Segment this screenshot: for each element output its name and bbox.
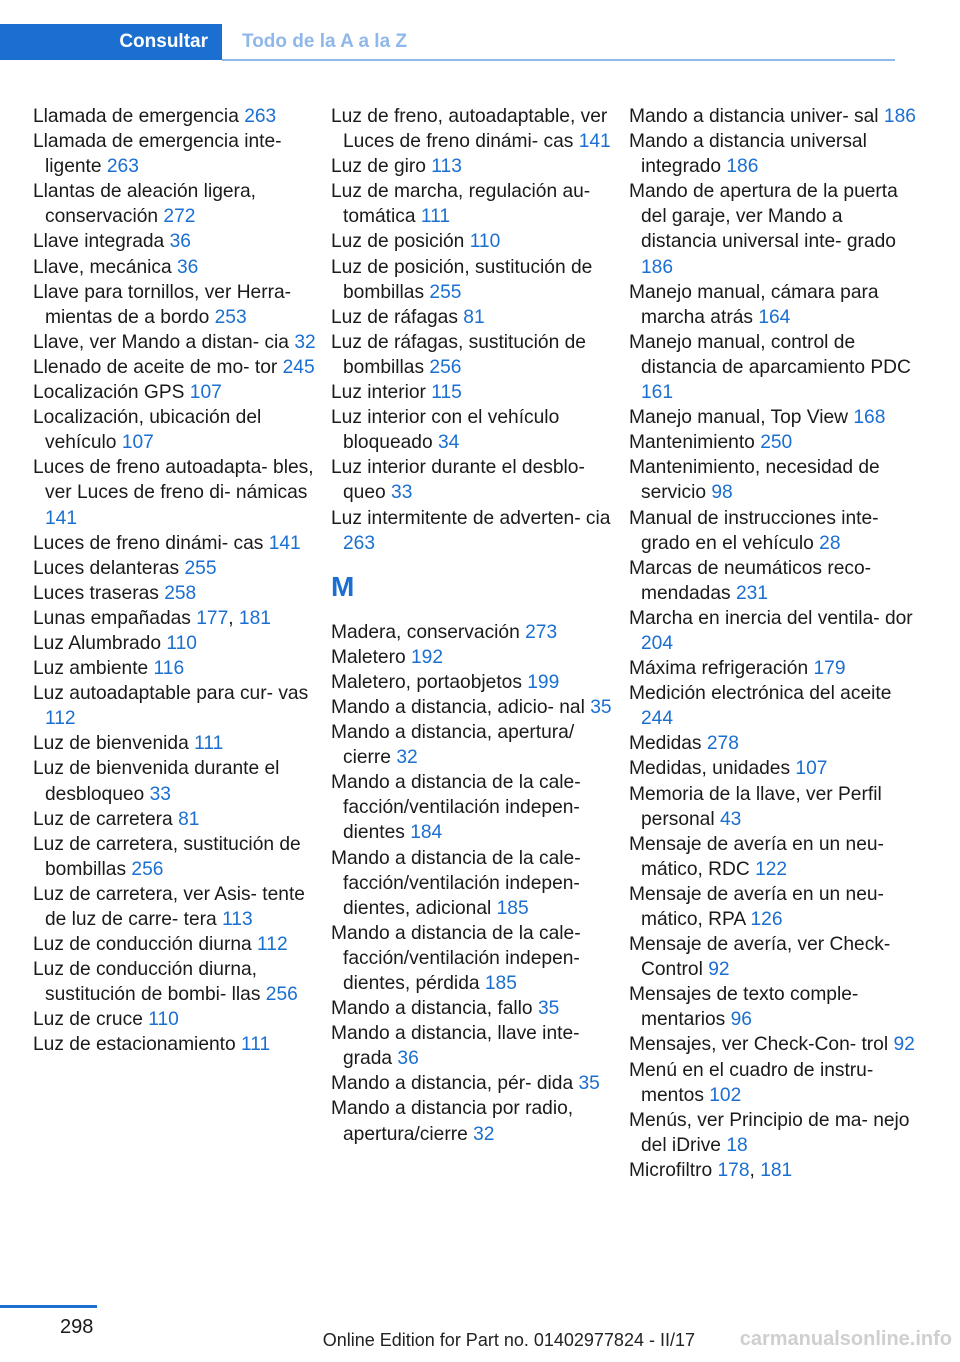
entry-text: Mensajes, ver Check-Con- trol: [629, 1034, 889, 1056]
page-link[interactable]: 181: [238, 607, 271, 629]
index-entry: [33, 380, 325, 405]
index-entry: [33, 229, 325, 254]
page-link[interactable]: 28: [819, 532, 841, 554]
entry-text: Luces de freno autoadapta- bles, ver Luces de freno di- námicas: [33, 457, 314, 504]
entry-text: Medidas, unidades: [629, 758, 791, 780]
page-link[interactable]: 112: [257, 934, 288, 956]
page-link[interactable]: 35: [537, 998, 560, 1020]
index-entry: [33, 129, 325, 179]
page-link[interactable]: 258: [164, 582, 197, 604]
index-entry: [629, 882, 921, 932]
index-column-2: [331, 104, 623, 1147]
page-link[interactable]: 231: [735, 582, 768, 604]
entry-text: Mando a distancia de la cale- facción/ventilación indepen- dientes, pérdida: [331, 922, 581, 994]
page-link[interactable]: 32: [473, 1123, 495, 1145]
index-entry: [331, 1021, 623, 1071]
index-entry: [331, 330, 623, 380]
page-link[interactable]: 111: [241, 1034, 271, 1056]
entry-text: Lunas empañadas: [33, 607, 191, 629]
entry-text: Luces traseras: [33, 582, 159, 604]
index-entry: [331, 720, 623, 770]
entry-text: Manejo manual, Top View: [629, 407, 849, 429]
entry-text: Luz de posición, sustitución de bombillas: [331, 256, 593, 303]
index-entry: [33, 656, 325, 681]
entry-text: Mando a distancia de la cale- facción/ventilación indepen- dientes: [331, 772, 581, 844]
entry-text: Llamada de emergencia: [33, 106, 239, 127]
entry-text: Luz intermitente de adverten- cia: [331, 507, 611, 529]
index-entry: [33, 405, 325, 455]
index-entry: [331, 1071, 623, 1096]
page-link[interactable]: 273: [525, 621, 558, 643]
index-entry: [331, 670, 623, 695]
entry-text: Luz de conducción diurna: [33, 934, 252, 956]
index-entry: [33, 255, 325, 280]
index-entry: [331, 770, 623, 845]
edition-text: Online Edition for Part no. 01402977824 - II/17: [322, 1330, 695, 1350]
page-link[interactable]: 192: [411, 646, 444, 668]
entry-text: Luz de freno, autoadaptable, ver Luces de freno dinámi- cas: [331, 106, 608, 153]
entry-text: Luces delanteras: [33, 557, 180, 579]
entry-text: Medidas: [629, 733, 702, 755]
page-link[interactable]: 185: [484, 973, 517, 994]
index-entry: [629, 455, 921, 505]
index-entry: [629, 982, 921, 1032]
entry-text: Mantenimiento, necesidad de servicio: [629, 457, 880, 504]
index-entry: [629, 506, 921, 556]
index-entry: [331, 645, 623, 670]
index-entry: [331, 154, 623, 179]
page-link[interactable]: 102: [709, 1084, 742, 1106]
index-entry: [33, 731, 325, 756]
entry-text: Maletero: [331, 646, 406, 668]
index-entry: [629, 832, 921, 882]
entry-text: Luz interior durante el desblo- queo: [331, 457, 585, 504]
page-link[interactable]: 33: [149, 783, 171, 805]
index-entry: [331, 846, 623, 921]
index-entry: [629, 179, 921, 279]
entry-text: Luz de ráfagas: [331, 306, 458, 328]
page-link[interactable]: 256: [131, 858, 164, 880]
index-entry: [33, 179, 325, 229]
page-link[interactable]: 34: [437, 432, 460, 454]
index-entry: [331, 1096, 623, 1146]
index-entry: [331, 455, 623, 505]
page-link[interactable]: 178: [717, 1159, 750, 1181]
index-entry: [629, 1108, 921, 1158]
entry-text: Luz interior con el vehículo bloqueado: [331, 407, 560, 454]
index-entry: [629, 129, 921, 179]
page-link[interactable]: 126: [750, 909, 783, 930]
entry-text: Mantenimiento: [629, 432, 755, 454]
entry-text: Manejo manual, control de distancia de aparcamiento PDC: [629, 331, 911, 378]
page-link[interactable]: 18: [726, 1134, 748, 1156]
index-entry: [33, 531, 325, 556]
entry-text: Luces de freno dinámi- cas: [33, 532, 264, 554]
entry-text: Luz de carretera, ver Asis- tente de luz de carre- tera: [33, 883, 305, 930]
index-entry: [33, 280, 325, 330]
page-link[interactable]: 204: [641, 632, 674, 654]
entry-text: Manejo manual, cámara para marcha atrás: [629, 281, 879, 328]
page-link[interactable]: 92: [708, 959, 730, 981]
page-link[interactable]: 141: [578, 131, 611, 153]
page-link[interactable]: 81: [178, 808, 200, 830]
entry-text: Mando a distancia, pér- dida: [331, 1073, 574, 1095]
entry-text: Luz de bienvenida durante el desbloqueo: [33, 758, 280, 805]
page-link[interactable]: 256: [429, 356, 462, 378]
entry-text: Mando a distancia, adicio- nal: [331, 696, 585, 718]
index-entry: [33, 631, 325, 656]
index-entry: [629, 932, 921, 982]
entry-text: Luz de marcha, regulación au- tomática: [331, 181, 591, 228]
index-entry: [33, 1032, 325, 1057]
page-link[interactable]: 141: [268, 532, 301, 554]
page-link[interactable]: 33: [391, 482, 413, 504]
index-entry: [33, 681, 325, 731]
entry-text: Memoria de la llave, ver Perfil personal: [629, 783, 882, 830]
page-link[interactable]: 244: [641, 708, 674, 730]
page-link[interactable]: 110: [166, 632, 197, 654]
entry-text: Luz ambiente: [33, 658, 149, 680]
index-entry: [33, 807, 325, 832]
page-link[interactable]: 184: [410, 822, 443, 844]
index-entry: [629, 1032, 921, 1057]
entry-text: Luz autoadaptable para cur- vas: [33, 683, 309, 705]
index-column-1: [33, 104, 325, 1058]
index-entry: [629, 756, 921, 781]
page-link[interactable]: 107: [189, 382, 222, 404]
tab-todo-de-la-a-a-la-z[interactable]: Todo de la A a la Z: [242, 31, 408, 52]
entry-text: Maletero, portaobjetos: [331, 671, 522, 693]
page-link[interactable]: 245: [282, 356, 315, 378]
entry-text: Microfiltro: [629, 1159, 713, 1181]
index-entry: [33, 957, 325, 1007]
index-entry: [629, 782, 921, 832]
index-entry: [331, 305, 623, 330]
entry-text: Marcas de neumáticos reco- mendadas: [629, 557, 872, 604]
page-link[interactable]: 81: [463, 306, 485, 328]
page-link[interactable]: 113: [431, 156, 462, 178]
footer-rule: [0, 1305, 97, 1308]
section-letter: M: [331, 570, 355, 602]
header-bar: [0, 24, 895, 62]
index-entry: [331, 179, 623, 229]
entry-text: Luz de estacionamiento: [33, 1034, 236, 1056]
entry-text: Mando de apertura de la puerta del garaje, ver Mando a distancia universal inte- grado: [629, 181, 898, 253]
index-entry: [331, 229, 623, 254]
entry-text: Manual de instrucciones inte- grado en el vehículo: [629, 507, 879, 554]
index-entry: Lunas empañadas 177, 181: [33, 607, 271, 629]
entry-text: Mensajes de texto comple- mentarios: [629, 984, 859, 1031]
page-link[interactable]: 255: [429, 281, 462, 303]
entry-text: Marcha en inercia del ventila- dor: [629, 607, 913, 629]
page-link[interactable]: 122: [755, 858, 788, 880]
page-link[interactable]: 256: [265, 984, 298, 1006]
entry-text: Mando a distancia, llave inte- grada: [331, 1023, 580, 1070]
page-link[interactable]: 35: [590, 696, 612, 718]
entry-text: Menú en el cuadro de instru- mentos: [629, 1059, 874, 1106]
page-link[interactable]: 36: [397, 1048, 419, 1070]
page-link[interactable]: 32: [294, 331, 316, 353]
index-entry: [331, 695, 623, 720]
entry-text: Medición electrónica del aceite: [629, 683, 892, 705]
index-entry: [331, 380, 623, 405]
watermark-logo: carmanualsonline.info: [739, 1328, 952, 1350]
page-link[interactable]: 177: [196, 607, 229, 629]
entry-text: Luz de cruce: [33, 1009, 143, 1031]
index-entry: [331, 104, 623, 154]
entry-text: Mando a distancia universal integrado: [629, 131, 867, 178]
index-entry: Microfiltro 178, 181: [629, 1159, 793, 1181]
index-entry: [331, 996, 623, 1021]
tab-consultar[interactable]: Consultar: [0, 24, 222, 60]
index-entry: [33, 756, 325, 806]
index-entry: [629, 681, 921, 731]
entry-text: Luz de ráfagas, sustitución de bombillas: [331, 331, 586, 378]
page-link[interactable]: 116: [153, 658, 185, 680]
index-entry: [331, 921, 623, 996]
header-divider: [222, 59, 895, 61]
page-link[interactable]: 250: [760, 432, 793, 454]
index-entry: [33, 832, 325, 882]
entry-text: Llantas de aleación ligera, conservación: [33, 181, 256, 228]
index-entry: [33, 355, 325, 380]
index-entry: [33, 556, 325, 581]
page-link[interactable]: 255: [184, 557, 217, 579]
index-entry: [33, 455, 325, 530]
page-link[interactable]: 263: [106, 156, 139, 178]
page-link[interactable]: 98: [711, 482, 733, 504]
entry-text: Luz interior: [331, 382, 426, 404]
entry-text: Mando a distancia univer- sal: [629, 106, 879, 127]
index-entry: [629, 405, 921, 430]
entry-text: Madera, conservación: [331, 621, 520, 643]
page-link[interactable]: 111: [194, 733, 224, 755]
entry-text: Mensaje de avería en un neu- mático, RPA: [629, 883, 884, 930]
page-link[interactable]: 253: [214, 306, 247, 328]
page-link[interactable]: 161: [641, 382, 674, 404]
page-link[interactable]: 35: [578, 1073, 600, 1095]
page-link[interactable]: 36: [169, 231, 191, 253]
page-link[interactable]: 113: [222, 909, 253, 930]
index-entry: [331, 255, 623, 305]
page-link[interactable]: 186: [883, 106, 916, 127]
entry-text: Mensaje de avería en un neu- mático, RDC: [629, 833, 884, 880]
page-link[interactable]: 141: [45, 507, 78, 529]
page-link[interactable]: 168: [853, 407, 886, 429]
page-link[interactable]: 112: [45, 708, 76, 730]
index-entry: [629, 280, 921, 330]
page-link[interactable]: 186: [641, 256, 674, 278]
page-link[interactable]: 92: [893, 1034, 915, 1056]
entry-text: Llave, ver Mando a distan- cia: [33, 331, 289, 353]
index-entry: [629, 1058, 921, 1108]
entry-text: Llamada de emergencia inte- ligente: [33, 131, 282, 178]
entry-text: Mensaje de avería, ver Check-Control: [629, 934, 891, 981]
page-link[interactable]: 96: [730, 1009, 752, 1031]
page-link[interactable]: 278: [706, 733, 739, 755]
page-link[interactable]: 185: [496, 897, 529, 919]
page-link[interactable]: 32: [396, 747, 418, 769]
page-number: 298: [60, 1316, 94, 1338]
page-link[interactable]: 43: [719, 808, 742, 830]
entry-text: Luz de giro: [331, 156, 426, 178]
entry-text: Luz de carretera: [33, 808, 173, 830]
index-entry: [33, 330, 325, 355]
page-link[interactable]: 186: [726, 156, 759, 178]
entry-text: Mando a distancia por radio, apertura/cierre: [331, 1098, 574, 1145]
entry-text: Mando a distancia de la cale- facción/ventilación indepen- dientes, adicional: [331, 847, 581, 919]
index-entry: [331, 620, 623, 645]
entry-text: Luz de carretera, sustitución de bombillas: [33, 833, 301, 880]
index-entry: [33, 882, 325, 932]
index-entry: [629, 656, 921, 681]
index-entry: [629, 731, 921, 756]
index-entry: [331, 405, 623, 455]
entry-text: Llenado de aceite de mo- tor: [33, 356, 278, 378]
page-link[interactable]: 110: [469, 231, 501, 253]
index-entry: [33, 932, 325, 957]
entry-text: Luz de bienvenida: [33, 733, 189, 755]
page-link[interactable]: 115: [431, 382, 462, 404]
page-link[interactable]: 272: [163, 206, 196, 228]
entry-text: Localización GPS: [33, 382, 185, 404]
index-entry: [331, 506, 623, 556]
index-entry: [629, 606, 921, 656]
index-entry: [33, 581, 325, 606]
entry-text: Luz de conducción diurna, sustitución de bombi- llas: [33, 959, 261, 1006]
index-entry: [629, 330, 921, 405]
entry-text: Menús, ver Principio de ma- nejo del iDrive: [629, 1109, 910, 1156]
page-link[interactable]: 111: [420, 206, 451, 228]
page-link[interactable]: 199: [527, 671, 560, 693]
entry-text: Llave, mecánica: [33, 256, 172, 278]
index-entry: [629, 430, 921, 455]
page-link[interactable]: 36: [177, 256, 199, 278]
page-link[interactable]: 164: [758, 306, 791, 328]
page-link[interactable]: 181: [760, 1159, 793, 1181]
entry-text: Luz Alumbrado: [33, 632, 161, 654]
entry-text: Máxima refrigeración: [629, 658, 809, 680]
page-link[interactable]: 110: [148, 1009, 179, 1031]
entry-text: Luz de posición: [331, 231, 465, 253]
entry-text: Mando a distancia, fallo: [331, 998, 533, 1020]
page-link[interactable]: 107: [795, 758, 828, 780]
page-link[interactable]: 263: [343, 532, 376, 554]
page-link[interactable]: 107: [121, 432, 154, 454]
index-entry: [33, 1007, 325, 1032]
page-link[interactable]: 263: [244, 106, 277, 127]
page-link[interactable]: 179: [813, 658, 846, 680]
index-entry: [33, 104, 325, 129]
entry-text: Localización, ubicación del vehículo: [33, 407, 262, 454]
entry-text: Mando a distancia, apertura/ cierre: [331, 722, 575, 769]
index-entry: [629, 104, 921, 129]
entry-text: Llave integrada: [33, 231, 165, 253]
index-entry: [629, 556, 921, 606]
index-column-3: [629, 104, 921, 1183]
entry-text: Llave para tornillos, ver Herra- mientas de a bordo: [33, 281, 292, 328]
